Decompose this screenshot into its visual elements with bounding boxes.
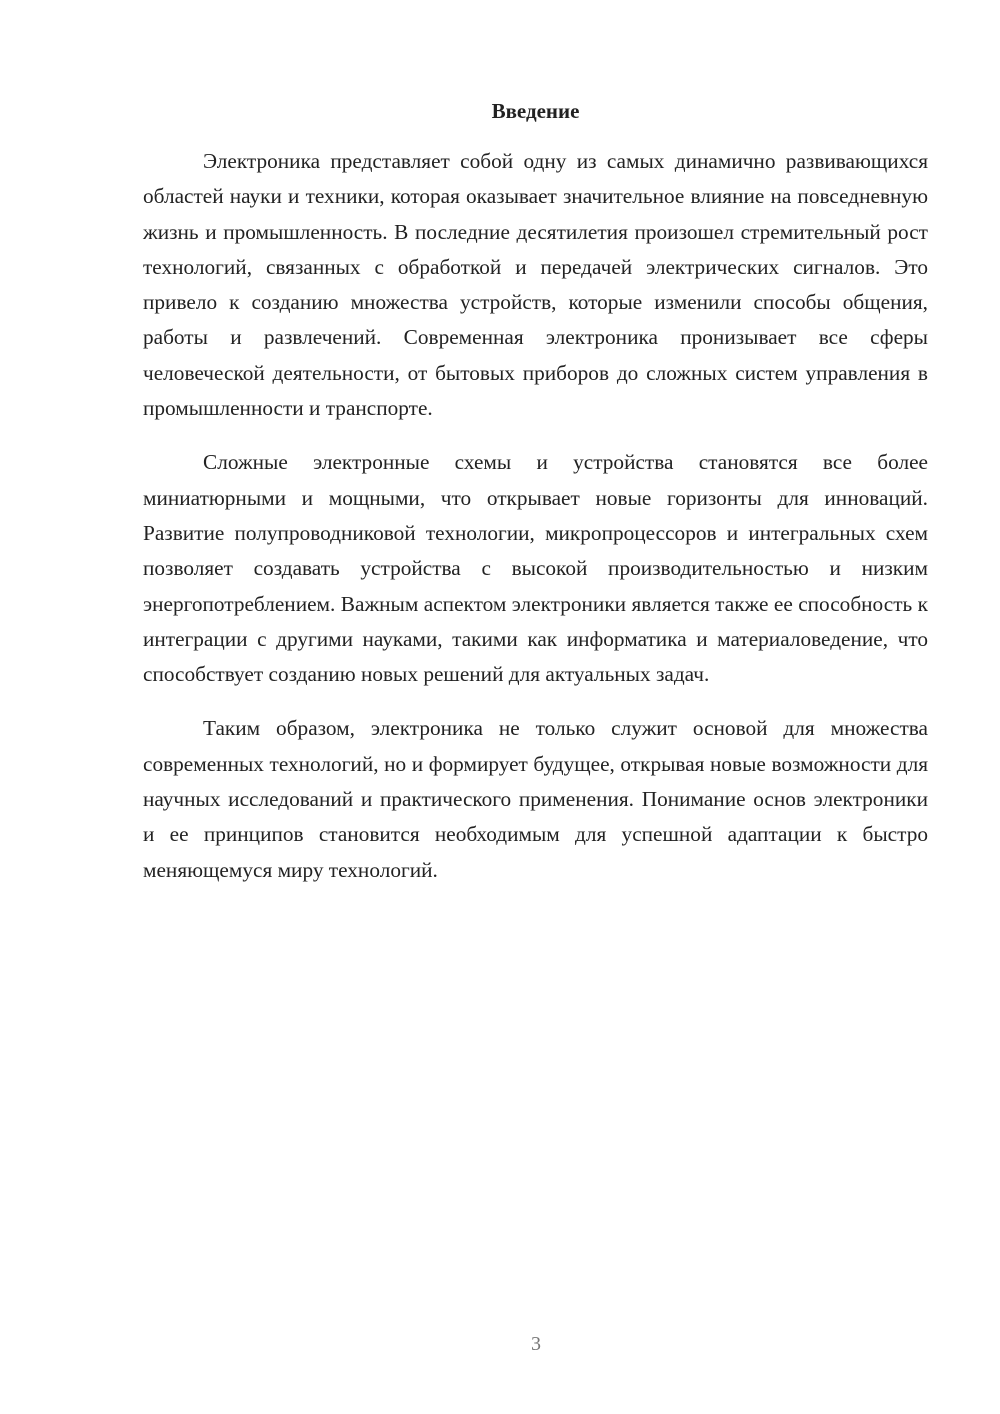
page-title: Введение [491, 99, 580, 123]
paragraph-2: Сложные электронные схемы и устройства становятся все более миниатюрными и мощными, что открывает новые горизонты для инноваций. Развитие полупроводниковой технологии, микропроцессоров и интегральных схем позволяет создавать устройства с высокой производительностью и низким энергопотреблением. Важным аспектом электроники является также ее способность к интеграции с другими науками, такими как информатика и материаловедение, что способствует созданию новых решений для актуальных задач. [143, 450, 928, 687]
page-content [143, 94, 928, 907]
paragraph-3: Таким образом, электроника не только служит основой для множества современных технологий, но и формирует будущее, открывая новые возможности для научных исследований и практического применения. Понимание основ электроники и ее принципов становится необходимым для успешной адаптации к быстро меняющемуся миру технологий. [143, 716, 928, 882]
paragraph-1: Электроника представляет собой одну из самых динамично развивающихся областей науки и техники, которая оказывает значительное влияние на повседневную жизнь и промышленность. В последние десятилетия произошел стремительный рост технологий, связанных с обработкой и передачей электрических сигналов. Это привело к созданию множества устройств, которые изменили способы общения, работы и развлечений. Современная электроника пронизывает все сферы человеческой деятельности, от бытовых приборов до сложных систем управления в промышленности и транспорте. [143, 149, 928, 421]
page-number: 3 [531, 1333, 541, 1355]
